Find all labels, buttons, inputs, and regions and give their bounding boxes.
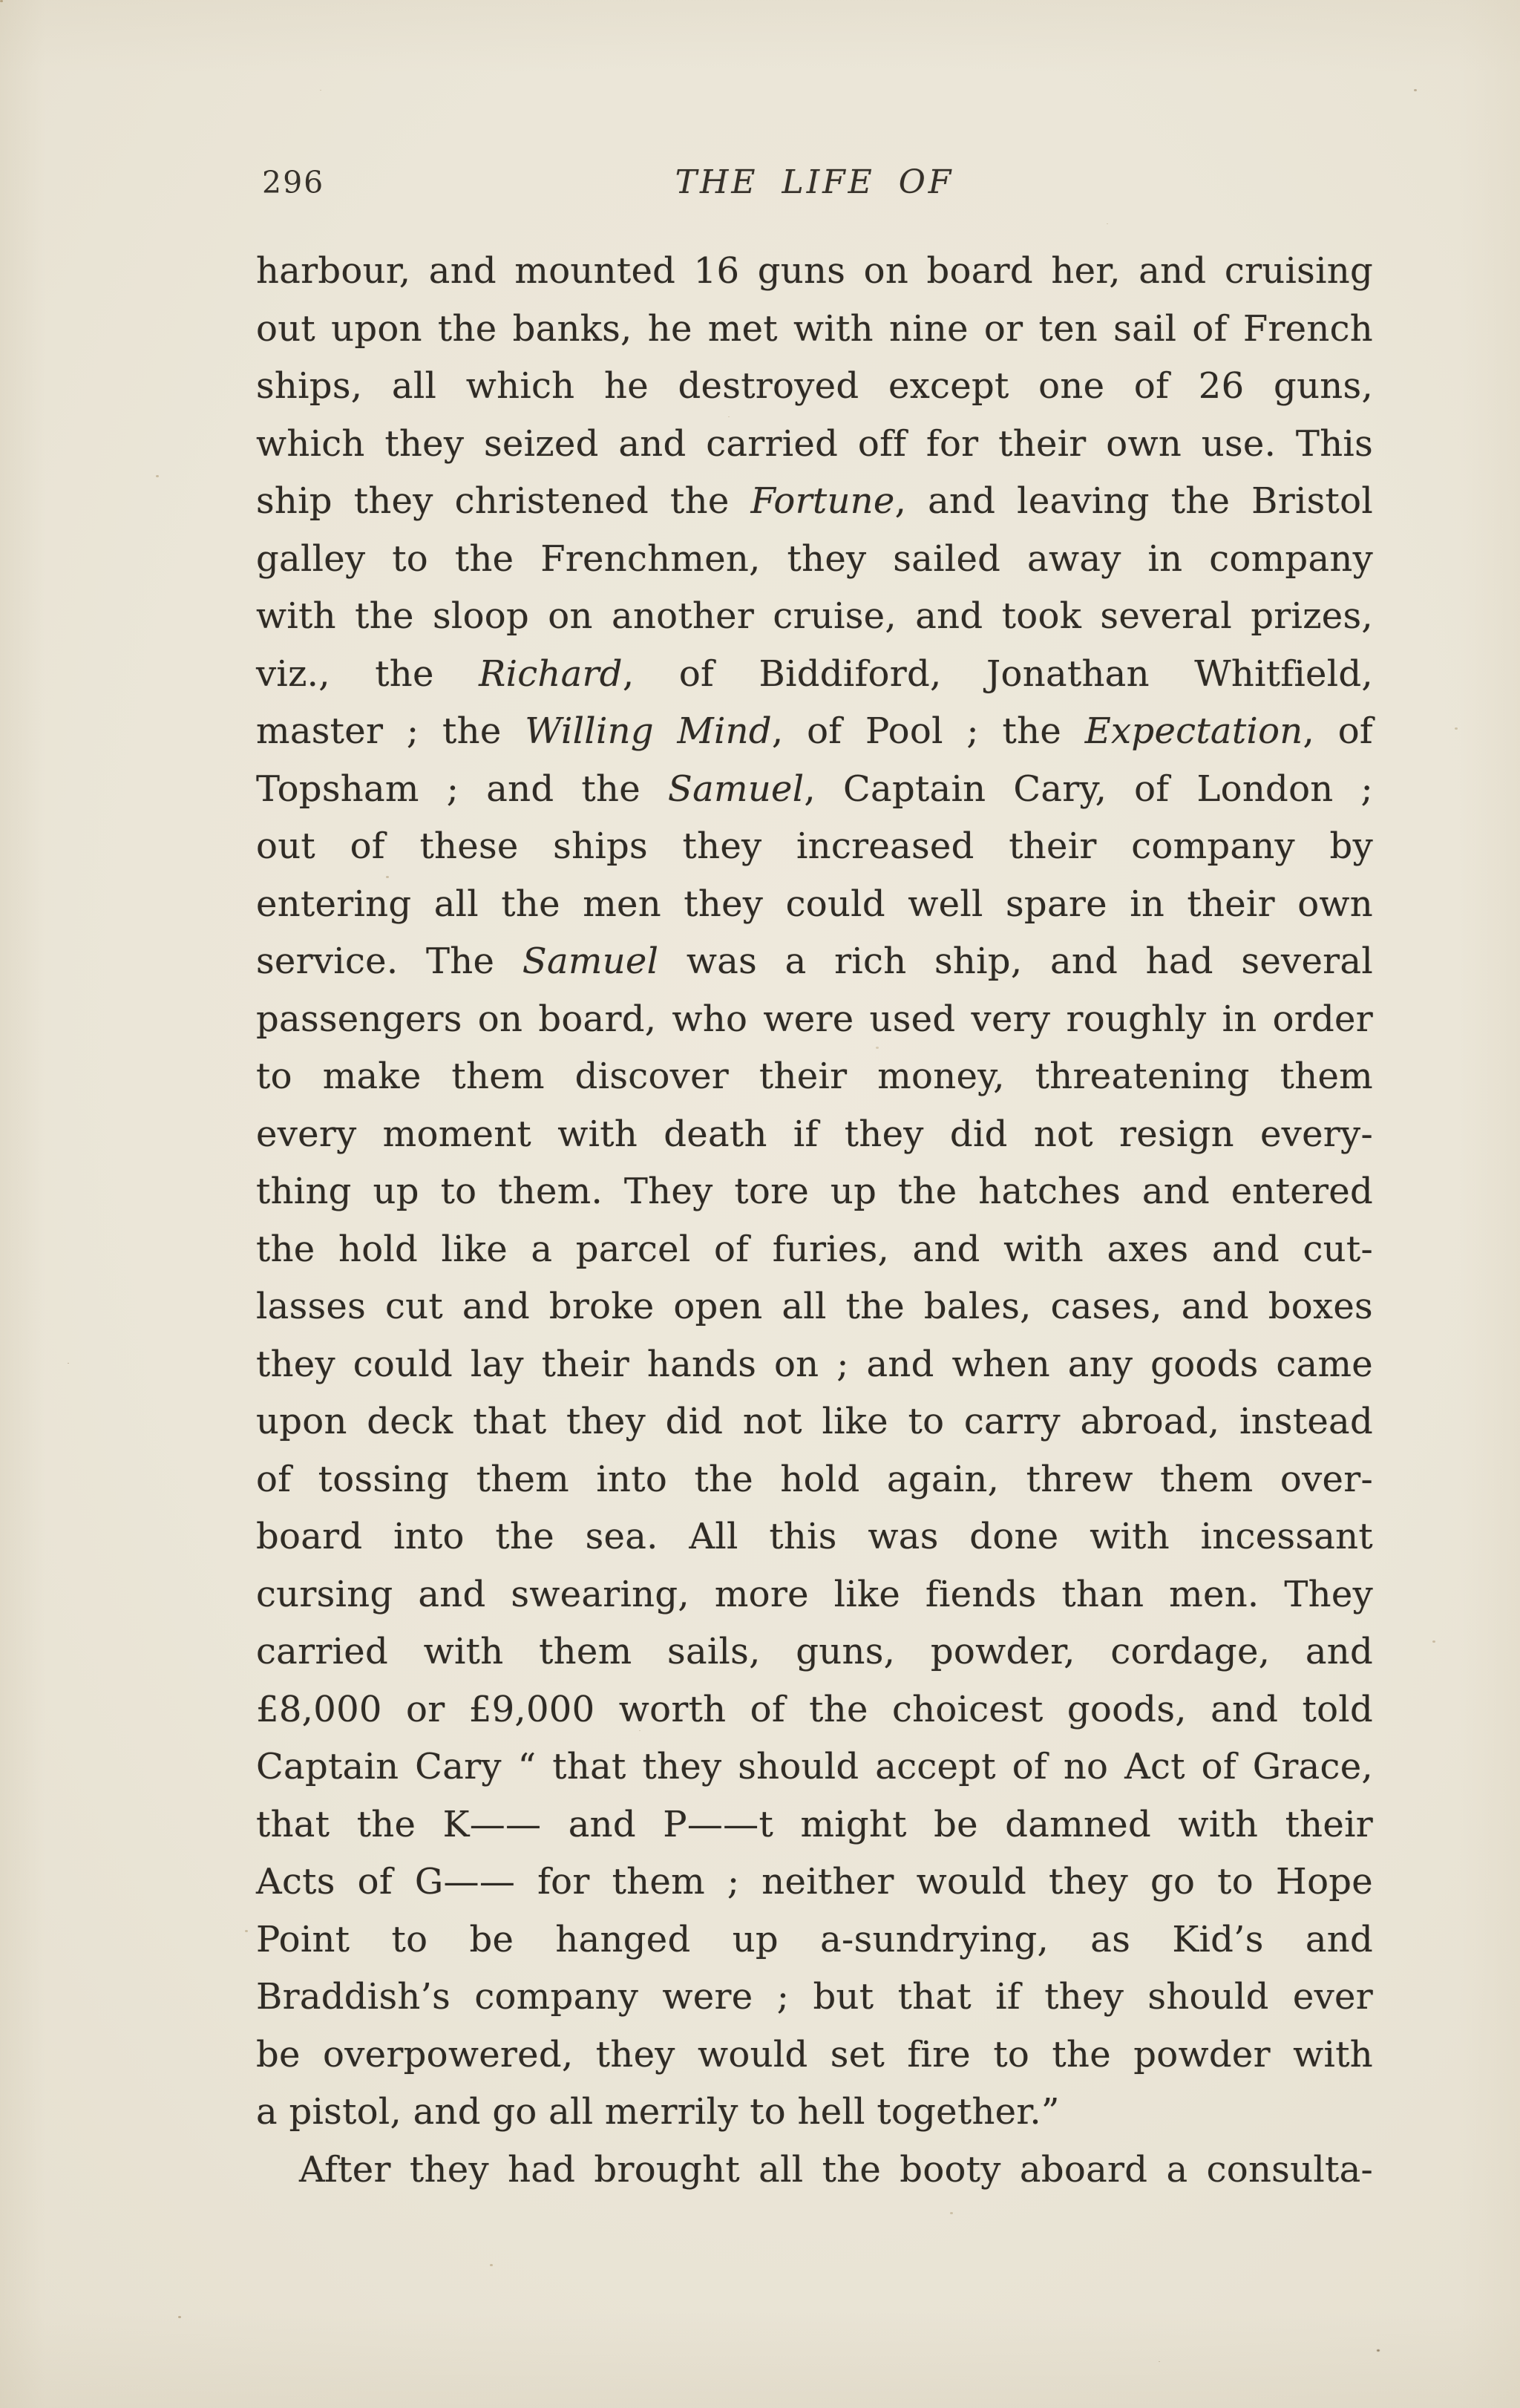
text-line — [256, 473, 1373, 531]
text-segment: which they seized and carried off for their own use. This — [256, 422, 1373, 465]
text-segment: ship they christened the — [256, 480, 751, 522]
text-segment: entering all the men they could well spare in their own — [256, 883, 1373, 925]
text-line — [256, 358, 1373, 416]
page-header — [256, 163, 1373, 208]
text-line — [256, 1278, 1373, 1336]
text-segment: master ; the — [256, 710, 525, 752]
ship-name: Willing Mind — [525, 710, 772, 752]
text-line — [256, 1221, 1373, 1279]
text-line — [256, 1336, 1373, 1394]
text-segment: galley to the Frenchmen, they sailed away in company — [256, 537, 1373, 580]
text-segment: Point to be hanged up a-sundrying, as Kid’s and — [256, 1918, 1373, 1960]
text-segment: ships, all which he destroyed except one of 26 guns, — [256, 365, 1373, 407]
ship-name: Samuel — [667, 768, 805, 810]
text-line — [256, 1451, 1373, 1509]
text-line — [256, 301, 1373, 359]
text-segment: , of Biddiford, Jonathan Whitfield, — [622, 652, 1373, 695]
text-line — [256, 876, 1373, 934]
text-segment: , and leaving the Bristol — [894, 480, 1373, 522]
text-line — [256, 416, 1373, 474]
text-line — [256, 243, 1373, 301]
text-line — [256, 1969, 1373, 2026]
text-segment: , Captain Cary, of London ; — [804, 768, 1373, 810]
text-segment: lasses cut and broke open all the bales, cases, and boxes — [256, 1286, 1373, 1327]
text-line — [256, 933, 1373, 991]
text-line — [256, 818, 1373, 876]
text-segment: the hold like a parcel of furies, and with axes and cut- — [256, 1228, 1373, 1270]
text-line — [256, 1048, 1373, 1106]
text-line — [256, 1508, 1373, 1566]
text-line — [256, 1163, 1373, 1221]
ship-name: Samuel — [522, 940, 659, 982]
text-segment: every moment with death if they did not resign every- — [256, 1113, 1373, 1155]
text-segment: harbour, and mounted 16 guns on board her, and cruising — [256, 250, 1373, 292]
text-segment: with the sloop on another cruise, and took several prizes, — [256, 595, 1373, 637]
text-segment: carried with them sails, guns, powder, cordage, and — [256, 1631, 1373, 1672]
ship-name: Richard — [479, 652, 623, 695]
text-line — [256, 1106, 1373, 1164]
text-line — [256, 2084, 1373, 2142]
text-segment: upon deck that they did not like to carry abroad, instead — [256, 1401, 1373, 1442]
text-segment: service. The — [256, 940, 522, 982]
text-line — [256, 1911, 1373, 1969]
text-segment: £8,000 or £9,000 worth of the choicest goods, and told — [256, 1688, 1373, 1730]
text-block — [256, 243, 1373, 2199]
text-line — [256, 761, 1373, 819]
text-segment: cursing and swearing, more like fiends than men. They — [256, 1573, 1373, 1615]
text-segment: out upon the banks, he met with nine or ten sail of French — [256, 307, 1373, 350]
text-line — [256, 703, 1373, 761]
text-segment: that the K—— and P——t might be damned with their — [256, 1803, 1373, 1845]
text-segment: Topsham ; and the — [256, 768, 668, 810]
text-segment: a pistol, and go all merrily to hell together.” — [256, 2091, 1060, 2133]
text-line — [256, 1681, 1373, 1739]
text-line — [256, 2026, 1373, 2084]
text-line — [256, 646, 1373, 704]
text-line — [256, 588, 1373, 646]
text-segment: out of these ships they increased their company by — [256, 825, 1373, 867]
text-segment: Acts of G—— for them ; neither would they go to Hope — [256, 1861, 1373, 1902]
text-segment: they could lay their hands on ; and when any goods came — [256, 1343, 1373, 1385]
text-segment: Captain Cary “ that they should accept of no Act of Grace, — [256, 1746, 1373, 1787]
text-segment: of tossing them into the hold again, threw them over- — [256, 1458, 1373, 1500]
text-segment: was a rich ship, and had several — [658, 940, 1373, 982]
text-segment: to make them discover their money, threatening them — [256, 1056, 1373, 1097]
text-line — [256, 1623, 1373, 1681]
text-line — [256, 2142, 1373, 2199]
text-segment: Braddish’s company were ; but that if they should ever — [256, 1976, 1373, 2018]
text-segment: passengers on board, who were used very roughly in order — [256, 998, 1373, 1040]
text-segment: viz., the — [256, 652, 479, 695]
ship-name: Expectation — [1084, 710, 1303, 752]
text-segment: , of — [1303, 710, 1373, 752]
text-segment: thing up to them. They tore up the hatches and entered — [256, 1171, 1373, 1212]
text-line — [256, 531, 1373, 589]
text-segment: After they had brought all the booty aboard a consulta- — [299, 2148, 1373, 2191]
text-segment: board into the sea. All this was done with incessant — [256, 1516, 1373, 1557]
page-number: 296 — [262, 165, 325, 200]
text-line — [256, 991, 1373, 1049]
text-segment: , of Pool ; the — [771, 710, 1085, 752]
running-header: THE LIFE OF — [675, 163, 954, 201]
ship-name: Fortune — [750, 480, 895, 522]
text-line — [256, 1566, 1373, 1624]
text-line — [256, 1854, 1373, 1911]
text-segment: be overpowered, they would set fire to the powder with — [256, 2033, 1373, 2075]
text-line — [256, 1738, 1373, 1796]
text-line — [256, 1796, 1373, 1854]
text-line — [256, 1393, 1373, 1451]
